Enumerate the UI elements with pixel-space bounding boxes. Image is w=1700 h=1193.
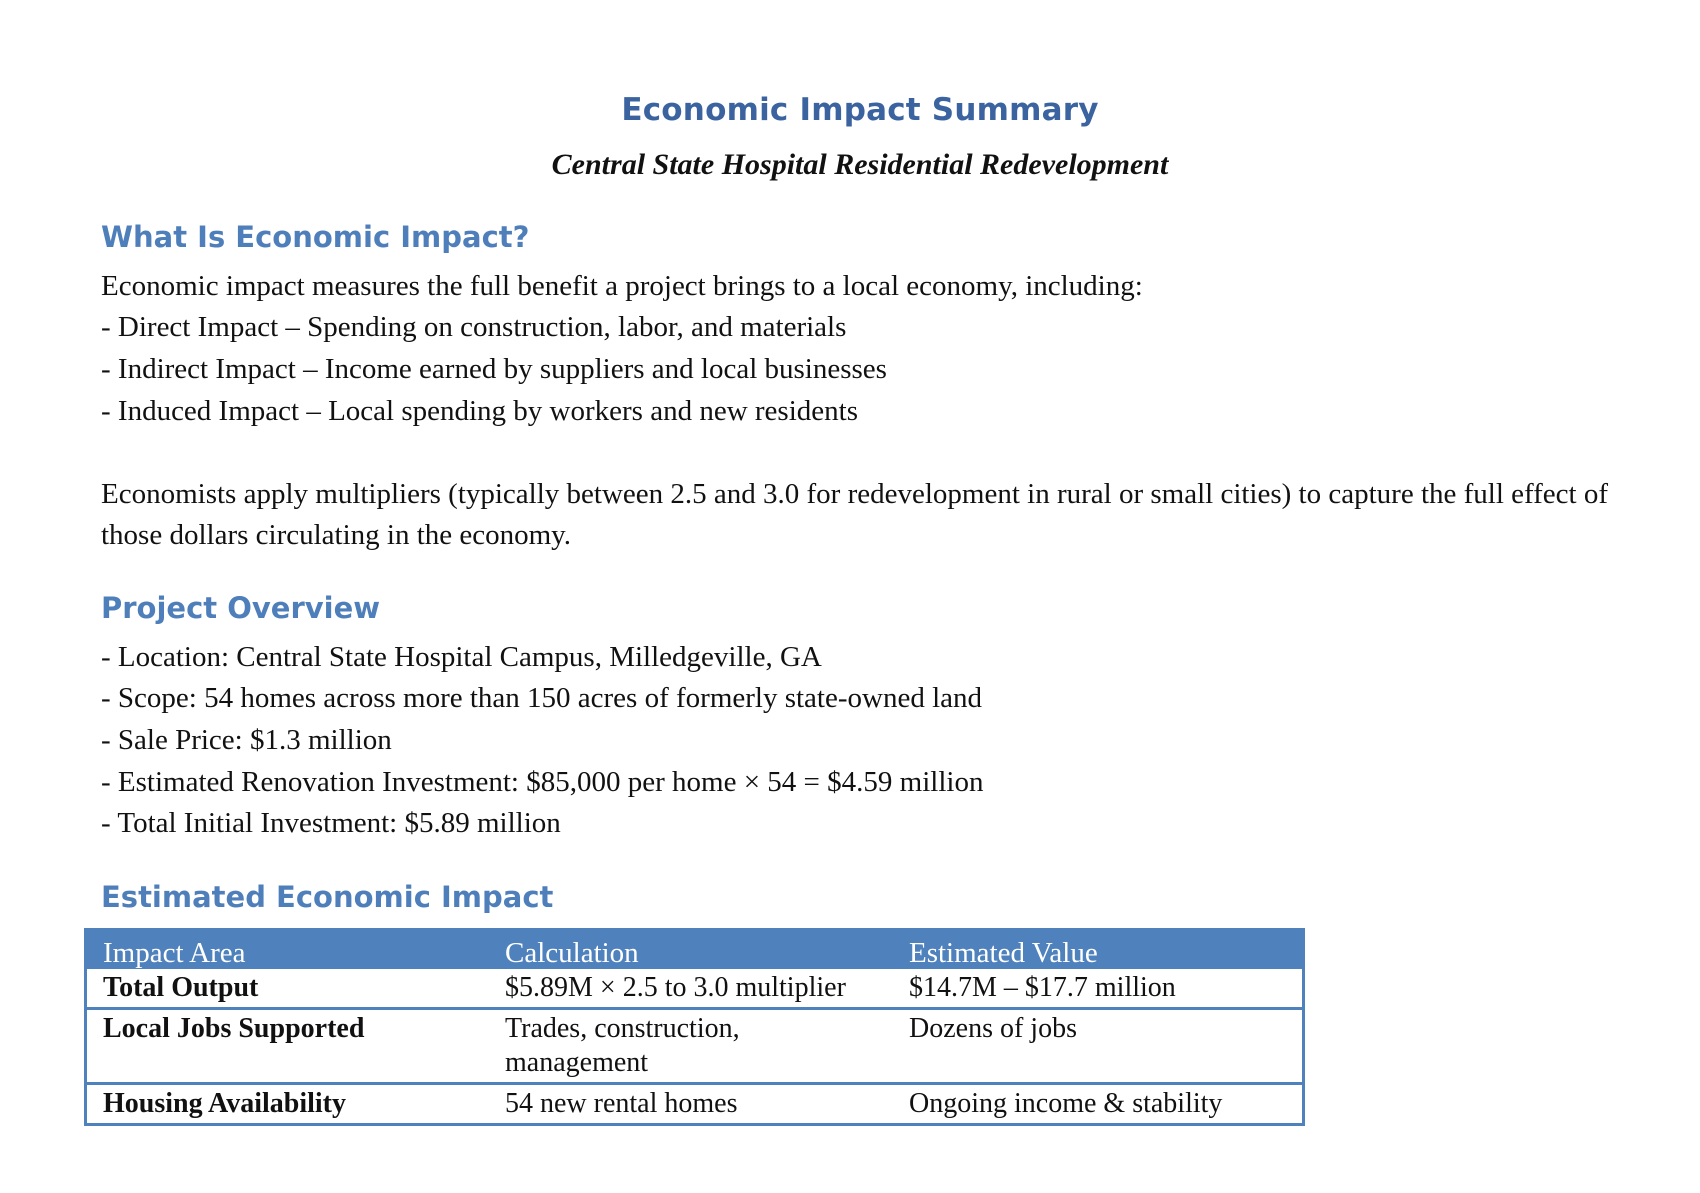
cell-impact-area: Local Jobs Supported xyxy=(86,1009,490,1084)
cell-estimated-value: Ongoing income & stability xyxy=(893,1084,1304,1125)
document-title: Economic Impact Summary xyxy=(621,92,1099,128)
impact-bullet-induced: - Induced Impact – Local spending by workers and new residents xyxy=(101,395,858,427)
table-row xyxy=(86,969,1304,1009)
cell-estimated-value: $14.7M – $17.7 million xyxy=(909,972,1176,1003)
cell-impact-area: Housing Availability xyxy=(86,1084,490,1125)
impact-bullet-indirect: - Indirect Impact – Income earned by suppliers and local businesses xyxy=(101,353,887,385)
overview-bullet-location: - Location: Central State Hospital Campus, Milledgeville, GA xyxy=(101,641,822,673)
column-header-impact-area: Impact Area xyxy=(86,930,490,970)
table-header-row xyxy=(86,930,1304,970)
cell-calculation: $5.89M × 2.5 to 3.0 multiplier xyxy=(505,972,846,1003)
section-heading-economic-impact: What Is Economic Impact? xyxy=(101,220,530,254)
cell-estimated-value: Dozens of jobs xyxy=(893,1009,1304,1084)
multiplier-paragraph: Economists apply multipliers (typically between 2.5 and 3.0 for redevelopment in rural or small cities) to capture the full effect of those dollars circulating in the economy. xyxy=(101,478,1609,551)
cell-calculation: 54 new rental homes xyxy=(489,1084,893,1125)
section-heading-estimated-impact: Estimated Economic Impact xyxy=(101,880,554,914)
document-subtitle: Central State Hospital Residential Redevelopment xyxy=(551,148,1169,181)
cell-calculation: Trades, construction, management xyxy=(489,1009,893,1084)
impact-bullet-direct: - Direct Impact – Spending on construction, labor, and materials xyxy=(101,311,847,343)
table-row xyxy=(86,1009,1304,1084)
overview-bullet-total-investment: - Total Initial Investment: $5.89 million xyxy=(101,807,561,839)
section-heading-project-overview: Project Overview xyxy=(101,591,381,625)
overview-bullet-sale-price: - Sale Price: $1.3 million xyxy=(101,724,392,756)
column-header-estimated-value: Estimated Value xyxy=(893,930,1304,970)
table-row xyxy=(86,1084,1304,1125)
impact-table xyxy=(84,928,1305,1126)
overview-bullet-renovation: - Estimated Renovation Investment: $85,000 per home × 54 = $4.59 million xyxy=(101,766,984,798)
column-header-calculation: Calculation xyxy=(489,930,893,970)
overview-bullet-scope: - Scope: 54 homes across more than 150 acres of formerly state-owned land xyxy=(101,682,983,714)
intro-text: Economic impact measures the full benefit a project brings to a local economy, including: xyxy=(101,270,1143,302)
cell-impact-area: Total Output xyxy=(103,972,259,1003)
